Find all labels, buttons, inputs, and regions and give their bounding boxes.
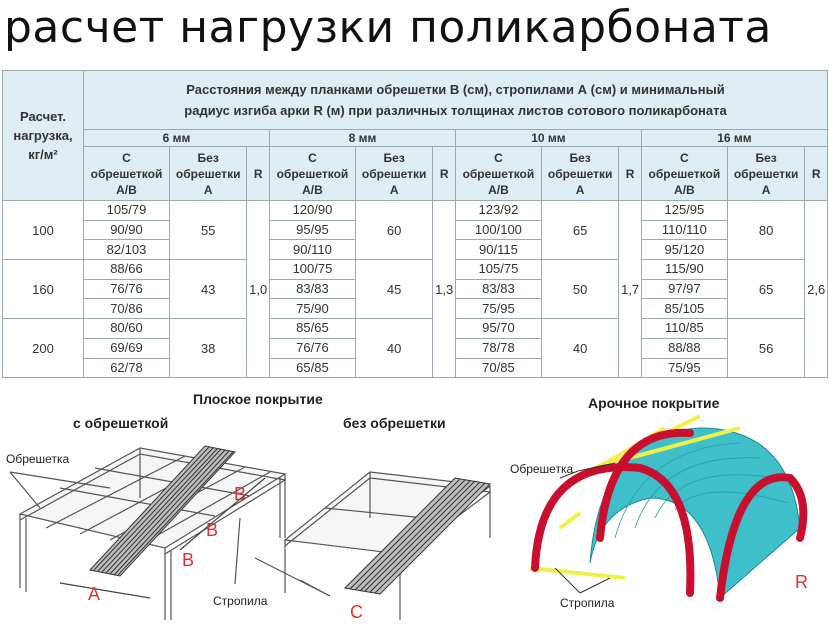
spacing-ab-cell: 95/70 [455, 319, 541, 339]
sub-header-line: обрешеткой [276, 166, 349, 181]
spacing-ab-cell: 90/90 [84, 220, 170, 240]
main-header-line: Расстояния между планками обрешетки В (см), стропилами А (см) и минимальный [186, 82, 725, 97]
with-lathing-header [641, 147, 727, 201]
with-lathing-header [455, 147, 541, 201]
sub-header-line: обрешетки [547, 166, 613, 181]
load-table [2, 70, 828, 378]
table-row [3, 260, 828, 280]
load-value: 200 [3, 319, 84, 378]
spacing-ab-cell: 76/76 [269, 338, 355, 358]
main-header-line: радиус изгиба арки R (м) при различных толщинах листов сотового поликарбоната [184, 103, 727, 118]
thickness-header: 10 мм [455, 130, 641, 147]
radius-header: R [247, 147, 270, 201]
radius-cell: 1,7 [619, 201, 642, 378]
sub-header-line: Без [197, 150, 219, 165]
spacing-ab-cell: 90/110 [269, 240, 355, 260]
thickness-header: 8 мм [269, 130, 455, 147]
radius-cell: 1,0 [247, 201, 270, 378]
without-lathing-header [355, 147, 432, 201]
sub-header-line: С [308, 150, 317, 165]
spacing-ab-cell: 69/69 [84, 338, 170, 358]
spacing-a-cell: 50 [541, 260, 618, 319]
table-row [3, 319, 828, 339]
flat-roof-caption: Плоское покрытие [193, 391, 323, 407]
radius-header: R [619, 147, 642, 201]
sub-header-line: A/B [302, 182, 323, 197]
sub-header-line: A/B [116, 182, 137, 197]
spacing-ab-cell: 88/88 [641, 338, 727, 358]
spacing-ab-cell: 70/85 [455, 358, 541, 378]
spacing-ab-cell: 80/60 [84, 319, 170, 339]
load-header-line: Расчет. [19, 109, 67, 124]
without-lathing-header [541, 147, 618, 201]
spacing-a-cell: 80 [727, 201, 804, 260]
spacing-ab-cell: 75/95 [455, 299, 541, 319]
letter-b: B [182, 550, 195, 570]
sub-header-line: A [575, 182, 585, 197]
spacing-a-cell: 60 [355, 201, 432, 260]
letter-a-flat: A [88, 584, 101, 604]
without-lathing-caption: без обрешетки [343, 415, 446, 431]
spacing-ab-cell: 85/65 [269, 319, 355, 339]
sub-header-line: обрешеткой [462, 166, 535, 181]
spacing-ab-cell: 105/79 [84, 201, 170, 221]
thickness-header: 16 мм [641, 130, 827, 147]
spacing-ab-cell: 75/95 [641, 358, 727, 378]
spacing-ab-cell: 88/66 [84, 260, 170, 280]
sub-header-line: обрешетки [733, 166, 799, 181]
table-row [3, 201, 828, 221]
rafters-label-arch: Стропила [560, 596, 615, 610]
arch-roof-caption: Арочное покрытие [588, 395, 720, 411]
letter-r: R [795, 572, 808, 592]
spacing-a-cell: 43 [169, 260, 246, 319]
with-lathing-header [269, 147, 355, 201]
spacing-ab-cell: 95/95 [269, 220, 355, 240]
spacing-ab-cell: 90/115 [455, 240, 541, 260]
sub-header-line: A/B [488, 182, 509, 197]
sub-header-line: С [494, 150, 503, 165]
spacing-ab-cell: 70/86 [84, 299, 170, 319]
main-header [84, 71, 828, 130]
spacing-a-cell: 56 [727, 319, 804, 378]
without-lathing-header [727, 147, 804, 201]
spacing-ab-cell: 123/92 [455, 201, 541, 221]
sub-header-line: Без [383, 150, 405, 165]
load-value: 100 [3, 201, 84, 260]
load-value: 160 [3, 260, 84, 319]
spacing-ab-cell: 125/95 [641, 201, 727, 221]
sub-header-line: Без [569, 150, 591, 165]
load-header-line: кг/м² [28, 147, 58, 162]
spacing-ab-cell: 105/75 [455, 260, 541, 280]
sub-header-line: A [203, 182, 213, 197]
spacing-ab-cell: 110/85 [641, 319, 727, 339]
letter-b: B [206, 520, 219, 540]
spacing-ab-cell: 82/103 [84, 240, 170, 260]
sub-header-line: обрешетки [175, 166, 241, 181]
letter-c: C [350, 602, 363, 622]
with-lathing-header [84, 147, 170, 201]
spacing-a-cell: 40 [541, 319, 618, 378]
spacing-ab-cell: 115/90 [641, 260, 727, 280]
radius-header: R [433, 147, 456, 201]
spacing-ab-cell: 120/90 [269, 201, 355, 221]
rafters-label-flat: Стропила [213, 594, 268, 608]
spacing-ab-cell: 76/76 [84, 279, 170, 299]
page-title: расчет нагрузки поликарбоната [4, 2, 772, 53]
lathing-label-flat: Обрешетка [6, 452, 70, 466]
without-lathing-header [169, 147, 246, 201]
sub-header-line: С [122, 150, 131, 165]
radius-header: R [805, 147, 828, 201]
sub-header-line: обрешеткой [648, 166, 721, 181]
load-column-header [3, 71, 84, 201]
spacing-ab-cell: 100/100 [455, 220, 541, 240]
load-header-line: нагрузка, [13, 128, 73, 143]
spacing-ab-cell: 78/78 [455, 338, 541, 358]
sub-header-line: A [761, 182, 771, 197]
radius-cell: 1,3 [433, 201, 456, 378]
with-lathing-caption: с обрешеткой [73, 415, 169, 431]
sub-header-line: С [680, 150, 689, 165]
spacing-a-cell: 38 [169, 319, 246, 378]
sub-header-line: A/B [674, 182, 695, 197]
spacing-a-cell: 45 [355, 260, 432, 319]
radius-cell: 2,6 [805, 201, 828, 378]
spacing-ab-cell: 62/78 [84, 358, 170, 378]
spacing-ab-cell: 85/105 [641, 299, 727, 319]
spacing-ab-cell: 65/85 [269, 358, 355, 378]
spacing-a-cell: 65 [541, 201, 618, 260]
spacing-a-cell: 55 [169, 201, 246, 260]
sub-header-line: обрешеткой [90, 166, 163, 181]
spacing-a-cell: 40 [355, 319, 432, 378]
spacing-a-cell: 65 [727, 260, 804, 319]
spacing-ab-cell: 83/83 [455, 279, 541, 299]
spacing-ab-cell: 83/83 [269, 279, 355, 299]
arch-roof-diagram [530, 416, 803, 598]
spacing-ab-cell: 97/97 [641, 279, 727, 299]
spacing-ab-cell: 110/110 [641, 220, 727, 240]
roof-diagrams [0, 388, 830, 628]
letter-b: B [234, 484, 247, 504]
lathing-label-arch: Обрешетка [510, 462, 574, 476]
sub-header-line: Без [755, 150, 777, 165]
thickness-header: 6 мм [84, 130, 270, 147]
sub-header-line: A [389, 182, 399, 197]
spacing-ab-cell: 75/90 [269, 299, 355, 319]
spacing-ab-cell: 95/120 [641, 240, 727, 260]
flat-roof-without-lathing-diagram [255, 472, 490, 620]
sub-header-line: обрешетки [361, 166, 427, 181]
spacing-ab-cell: 100/75 [269, 260, 355, 280]
